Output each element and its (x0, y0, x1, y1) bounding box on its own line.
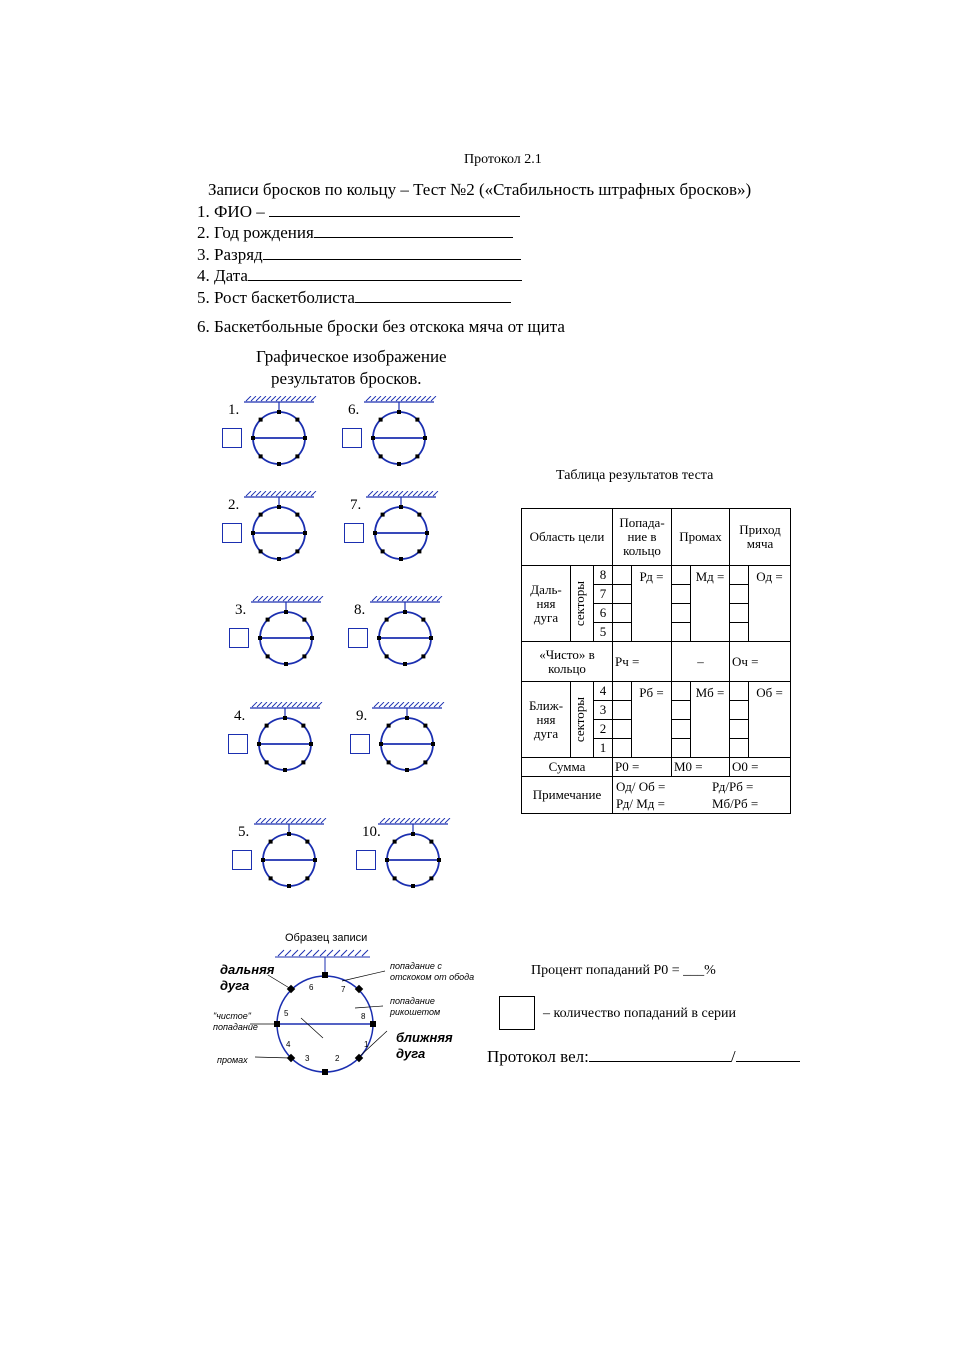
ring-icon (376, 818, 476, 890)
field-date (197, 266, 522, 286)
ring-number: 5. (238, 824, 250, 840)
sample-rim-bounce-label: попадание с отскоком от обода (390, 961, 475, 982)
sector-cell: 7 (594, 585, 613, 604)
entry-cell[interactable] (672, 720, 691, 739)
sector-cell: 2 (594, 720, 613, 739)
ring-icon (242, 396, 342, 468)
ring-number: 9. (356, 708, 368, 724)
sector-number: 8 (361, 1012, 366, 1021)
field-fio (197, 202, 520, 222)
signed-by-line-2[interactable] (736, 1047, 800, 1062)
signed-by: Протокол вел: / (487, 1047, 800, 1067)
field-rank-line[interactable] (263, 245, 521, 260)
sum-miss: М0 = (672, 758, 730, 777)
hits-count-box[interactable] (232, 850, 252, 870)
protocol-number: Протокол 2.1 (464, 152, 542, 167)
sample-near-arc-label: ближняя дуга (396, 1030, 453, 1061)
near-arc-label: Ближ-няя дуга (522, 682, 571, 758)
near-sectors-label: секторы (571, 682, 594, 758)
near-hit-value: Рб = (632, 682, 672, 758)
hits-count-box[interactable] (344, 523, 364, 543)
hits-count-box[interactable] (222, 523, 242, 543)
ring-number: 7. (350, 497, 362, 513)
field-fio-label: 1. ФИО – (197, 202, 265, 221)
sector-cell: 3 (594, 701, 613, 720)
signed-by-line[interactable] (589, 1047, 731, 1062)
results-table (521, 508, 791, 814)
entry-cell[interactable] (672, 604, 691, 623)
far-arc-label: Даль-няя дуга (522, 566, 571, 642)
entry-cell[interactable] (730, 585, 749, 604)
document-title: Записи бросков по кольцу – Тест №2 («Стабильность штрафных бросков») (208, 180, 752, 199)
hits-count-box[interactable] (348, 628, 368, 648)
entry-cell[interactable] (730, 720, 749, 739)
sector-cell: 6 (594, 604, 613, 623)
head-target-area: Область цели (522, 509, 613, 566)
hits-count-box[interactable] (350, 734, 370, 754)
field-rank (197, 245, 521, 265)
note-values: Од/ Об = Рд/Рб = Рд/ Мд = Мб/Рб = (613, 777, 791, 814)
sample-title: Образец записи (285, 932, 368, 944)
clean-arrival-value: Оч = (730, 642, 791, 682)
field-birth-year-line[interactable] (314, 223, 513, 238)
ring-number: 4. (234, 708, 246, 724)
hits-count-box[interactable] (229, 628, 249, 648)
legend-box (499, 996, 535, 1030)
entry-cell[interactable] (730, 682, 749, 701)
ring-number: 8. (354, 602, 366, 618)
near-miss-value: Мб = (691, 682, 730, 758)
sample-far-arc-label: дальняя дуга (220, 962, 275, 993)
entry-cell[interactable] (730, 566, 749, 585)
field-rank-label: 3. Разряд (197, 245, 263, 264)
sector-number: 5 (284, 1009, 289, 1018)
sector-cell: 5 (594, 623, 613, 642)
ring-number: 3. (235, 602, 247, 618)
sample-ricochet-label: попадание рикошетом (390, 996, 441, 1017)
sample-miss-label: промах (217, 1055, 248, 1065)
sum-arrival: О0 = (730, 758, 791, 777)
sector-number: 1 (364, 1040, 369, 1049)
sample-clean-hit-label: "чистое" попадание (213, 1011, 258, 1032)
field-birth-year (197, 223, 513, 243)
field-height-label: 5. Рост баскетболиста (197, 288, 355, 307)
note-label: Примечание (522, 777, 613, 814)
head-hit: Попада-ние в кольцо (613, 509, 672, 566)
ring-number: 1. (228, 402, 240, 418)
entry-cell[interactable] (613, 682, 632, 701)
sector-cell: 4 (594, 682, 613, 701)
entry-cell[interactable] (730, 739, 749, 758)
field-birth-year-label: 2. Год рождения (197, 223, 314, 242)
field-date-label: 4. Дата (197, 266, 248, 285)
ring-icon (252, 818, 352, 890)
far-hit-value: Рд = (632, 566, 672, 642)
hits-count-box[interactable] (228, 734, 248, 754)
far-arrival-value: Од = (749, 566, 791, 642)
near-arrival-value: Об = (749, 682, 791, 758)
ring-number: 2. (228, 497, 240, 513)
graphic-caption-line2: результатов бросков. (271, 369, 422, 388)
entry-cell[interactable] (613, 585, 632, 604)
clean-hit-value: Рч = (613, 642, 672, 682)
entry-cell[interactable] (672, 739, 691, 758)
field-date-line[interactable] (248, 266, 522, 281)
head-miss: Промах (672, 509, 730, 566)
entry-cell[interactable] (613, 566, 632, 585)
entry-cell[interactable] (730, 604, 749, 623)
sector-number: 3 (305, 1054, 310, 1063)
ring-icon (370, 702, 470, 774)
ring-icon (364, 491, 464, 563)
entry-cell[interactable] (672, 682, 691, 701)
far-miss-value: Мд = (691, 566, 730, 642)
section-6-title: 6. Баскетбольные броски без отскока мяча от щита (197, 317, 565, 336)
table-caption: Таблица результатов теста (556, 468, 714, 483)
field-height (197, 288, 511, 308)
entry-cell[interactable] (613, 701, 632, 720)
field-fio-line[interactable] (269, 202, 520, 217)
entry-cell[interactable] (613, 623, 632, 642)
entry-cell[interactable] (672, 701, 691, 720)
sector-number: 2 (335, 1054, 340, 1063)
legend-text: – количество попаданий в серии (543, 1006, 737, 1021)
entry-cell[interactable] (730, 701, 749, 720)
head-arrival: Приход мяча (730, 509, 791, 566)
hatch (278, 950, 368, 956)
ring-icon (249, 596, 349, 668)
ring-icon (362, 396, 462, 468)
ring-icon (248, 702, 348, 774)
hits-count-box[interactable] (356, 850, 376, 870)
entry-cell[interactable] (672, 623, 691, 642)
entry-cell[interactable] (613, 739, 632, 758)
entry-cell[interactable] (730, 623, 749, 642)
ring-icon (242, 491, 342, 563)
ring-number: 6. (348, 402, 360, 418)
field-height-line[interactable] (355, 288, 511, 303)
sum-hit: Р0 = (613, 758, 672, 777)
sector-cell: 1 (594, 739, 613, 758)
sector-cell: 8 (594, 566, 613, 585)
far-sectors-label: секторы (571, 566, 594, 642)
ring-number: 10. (362, 824, 381, 840)
graphic-caption-line1: Графическое изображение (256, 347, 447, 366)
sum-label: Сумма (522, 758, 613, 777)
sector-number: 6 (309, 983, 314, 992)
entry-cell[interactable] (672, 585, 691, 604)
sector-number: 4 (286, 1040, 291, 1049)
sector-number: 7 (341, 985, 346, 994)
hits-count-box[interactable] (222, 428, 242, 448)
entry-cell[interactable] (672, 566, 691, 585)
hits-count-box[interactable] (342, 428, 362, 448)
clean-hit-label: «Чисто» в кольцо (522, 642, 613, 682)
entry-cell[interactable] (613, 720, 632, 739)
ring-icon (368, 596, 468, 668)
signed-by-label: Протокол вел: (487, 1047, 589, 1066)
clean-miss-value: – (672, 642, 730, 682)
entry-cell[interactable] (613, 604, 632, 623)
hit-percent: Процент попаданий Р0 = ___% (531, 963, 716, 978)
